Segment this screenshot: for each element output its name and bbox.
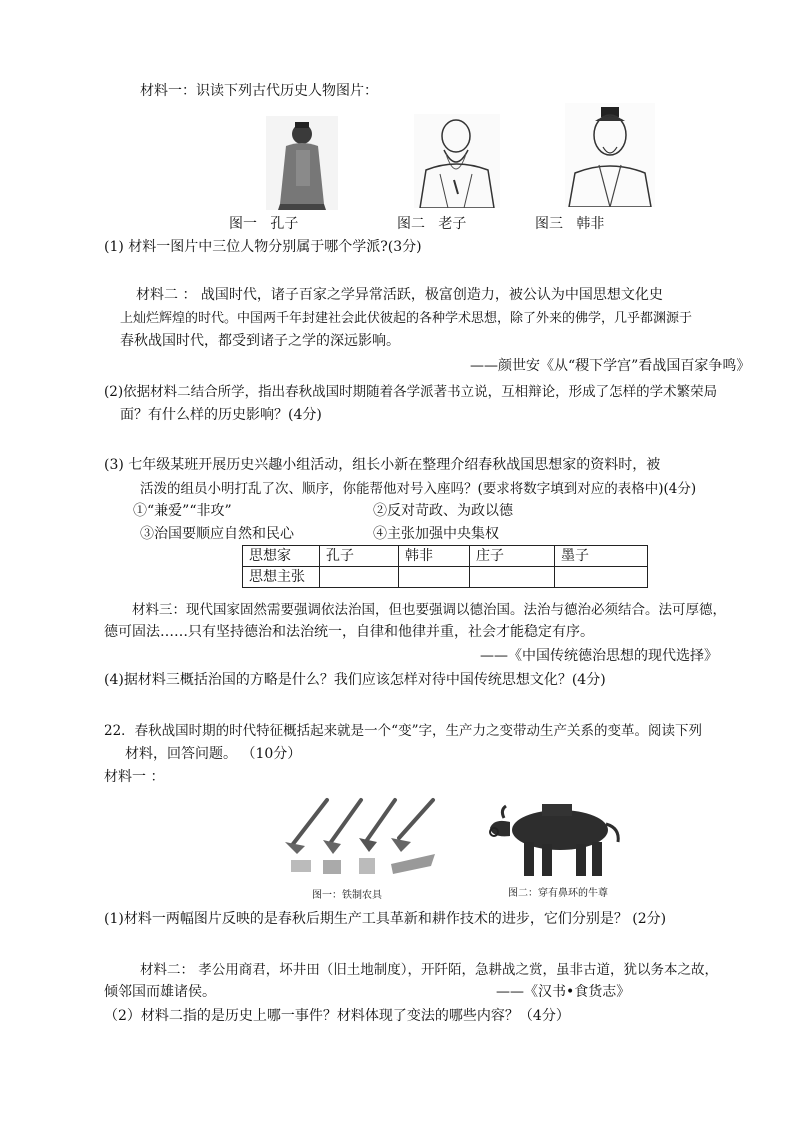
hanfei-figure	[565, 103, 655, 207]
q22-material-2-line-1: 材料二： 孝公用商君，坏井田（旧土地制度），开阡陌，急耕战之赏，虽非古道，犹以务本之故，	[140, 962, 719, 978]
figure-3-caption	[535, 213, 604, 233]
iron-tools-caption: 图一：铁制农具	[312, 890, 382, 901]
option-4: ④主张加强中央集权	[373, 526, 499, 542]
question-2-line-2: 面？有什么样的历史影响？(4分)	[120, 407, 322, 423]
answer-cell[interactable]	[399, 567, 470, 588]
thinker-table	[242, 545, 648, 588]
table-cell: 韩非	[399, 546, 470, 567]
confucius-figure	[266, 116, 338, 210]
question-2-line-1: (2)依据材料二结合所学，指出春秋战国时期随着各学派著书立说，互相辩论，形成了怎样的学术繁荣局	[104, 384, 718, 400]
question-22-1: (1)材料一两幅图片反映的是春秋后期生产工具革新和耕作技术的进步，它们分别是？ (2分)	[104, 911, 667, 927]
material-1-intro: 材料一：识读下列古代历史人物图片：	[140, 83, 378, 99]
table-cell: 孔子	[320, 546, 399, 567]
material-2-line-3: 春秋战国时代，都受到诸子之学的深远影响。	[120, 333, 400, 349]
figure-2-name: 老子	[438, 216, 467, 232]
material-2-line-2: 上灿烂辉煌的时代。中国两千年封建社会此伏彼起的各种学术思想，除了外来的佛学，几乎都渊源于	[120, 311, 693, 326]
figure-1-label: 图一	[229, 216, 257, 232]
figure-2-caption	[397, 213, 466, 233]
table-cell: 思想主张	[243, 567, 320, 588]
table-row	[243, 546, 648, 567]
table-cell: 思想家	[243, 546, 320, 567]
figure-1-name: 孔子	[270, 216, 299, 232]
q22-material-2-source: ——《汉书•食货志》	[496, 984, 631, 1000]
question-22-material-1-label: 材料一 ：	[104, 769, 165, 785]
answer-cell[interactable]	[320, 567, 399, 588]
table-cell: 墨子	[555, 546, 648, 567]
figure-1-caption	[229, 213, 298, 233]
question-22-line-1: 22．春秋战国时期的时代特征概括起来就是一个“变”字，生产力之变带动生产关系的变革。阅读下列	[104, 723, 702, 739]
option-1: ①“兼爱”“非攻”	[133, 503, 232, 519]
laozi-figure	[414, 114, 500, 208]
option-2: ②反对苛政、为政以德	[373, 503, 513, 519]
ox-zun-image	[480, 792, 630, 882]
table-cell: 庄子	[470, 546, 555, 567]
question-1: (1) 材料一图片中三位人物分别属于哪个学派?(3分)	[104, 239, 422, 255]
answer-cell[interactable]	[555, 567, 648, 588]
material-2-source: ——颜世安《从“稷下学宫”看战国百家争鸣》	[470, 358, 751, 374]
material-3-line-2: 德可固法……只有坚持德治和法治统一，自律和他律并重，社会才能稳定有序。	[104, 624, 594, 640]
figure-2-label: 图二	[397, 216, 425, 232]
ox-zun-caption: 图二：穿有鼻环的牛尊	[508, 888, 608, 899]
option-3: ③治国要顺应自然和民心	[140, 526, 294, 542]
question-3-line-1: (3) 七年级某班开展历史兴趣小组活动，组长小新在整理介绍春秋战国思想家的资料时，被	[104, 457, 661, 473]
material-3-line-1: 材料三：现代国家固然需要强调依法治国，但也要强调以德治国。法治与德治必须结合。法可厚德，	[132, 602, 726, 618]
question-4: (4)据材料三概括治国的方略是什么？我们应该怎样对待中国传统思想文化？(4分)	[104, 672, 606, 688]
answer-cell[interactable]	[470, 567, 555, 588]
iron-tools-image	[283, 794, 443, 880]
material-3-source: ——《中国传统德治思想的现代选择》	[480, 648, 718, 664]
question-22-2: （2）材料二指的是历史上哪一事件？材料体现了变法的哪些内容？（4分）	[104, 1008, 570, 1024]
question-22-line-2: 材料，回答问题。 （10分）	[125, 746, 302, 762]
figure-3-name: 韩非	[576, 216, 605, 232]
table-row	[243, 567, 648, 588]
material-2-line-1: 材料二 ： 战国时代，诸子百家之学异常活跃，极富创造力，被公认为中国思想文化史	[136, 287, 663, 303]
figure-3-label: 图三	[535, 216, 563, 232]
q22-material-2-line-2: 倾邻国而雄诸侯。	[104, 984, 216, 1000]
question-3-line-2: 活泼的组员小明打乱了次、顺序，你能帮他对号入座吗？(要求将数字填到对应的表格中)(4分)	[140, 481, 697, 497]
